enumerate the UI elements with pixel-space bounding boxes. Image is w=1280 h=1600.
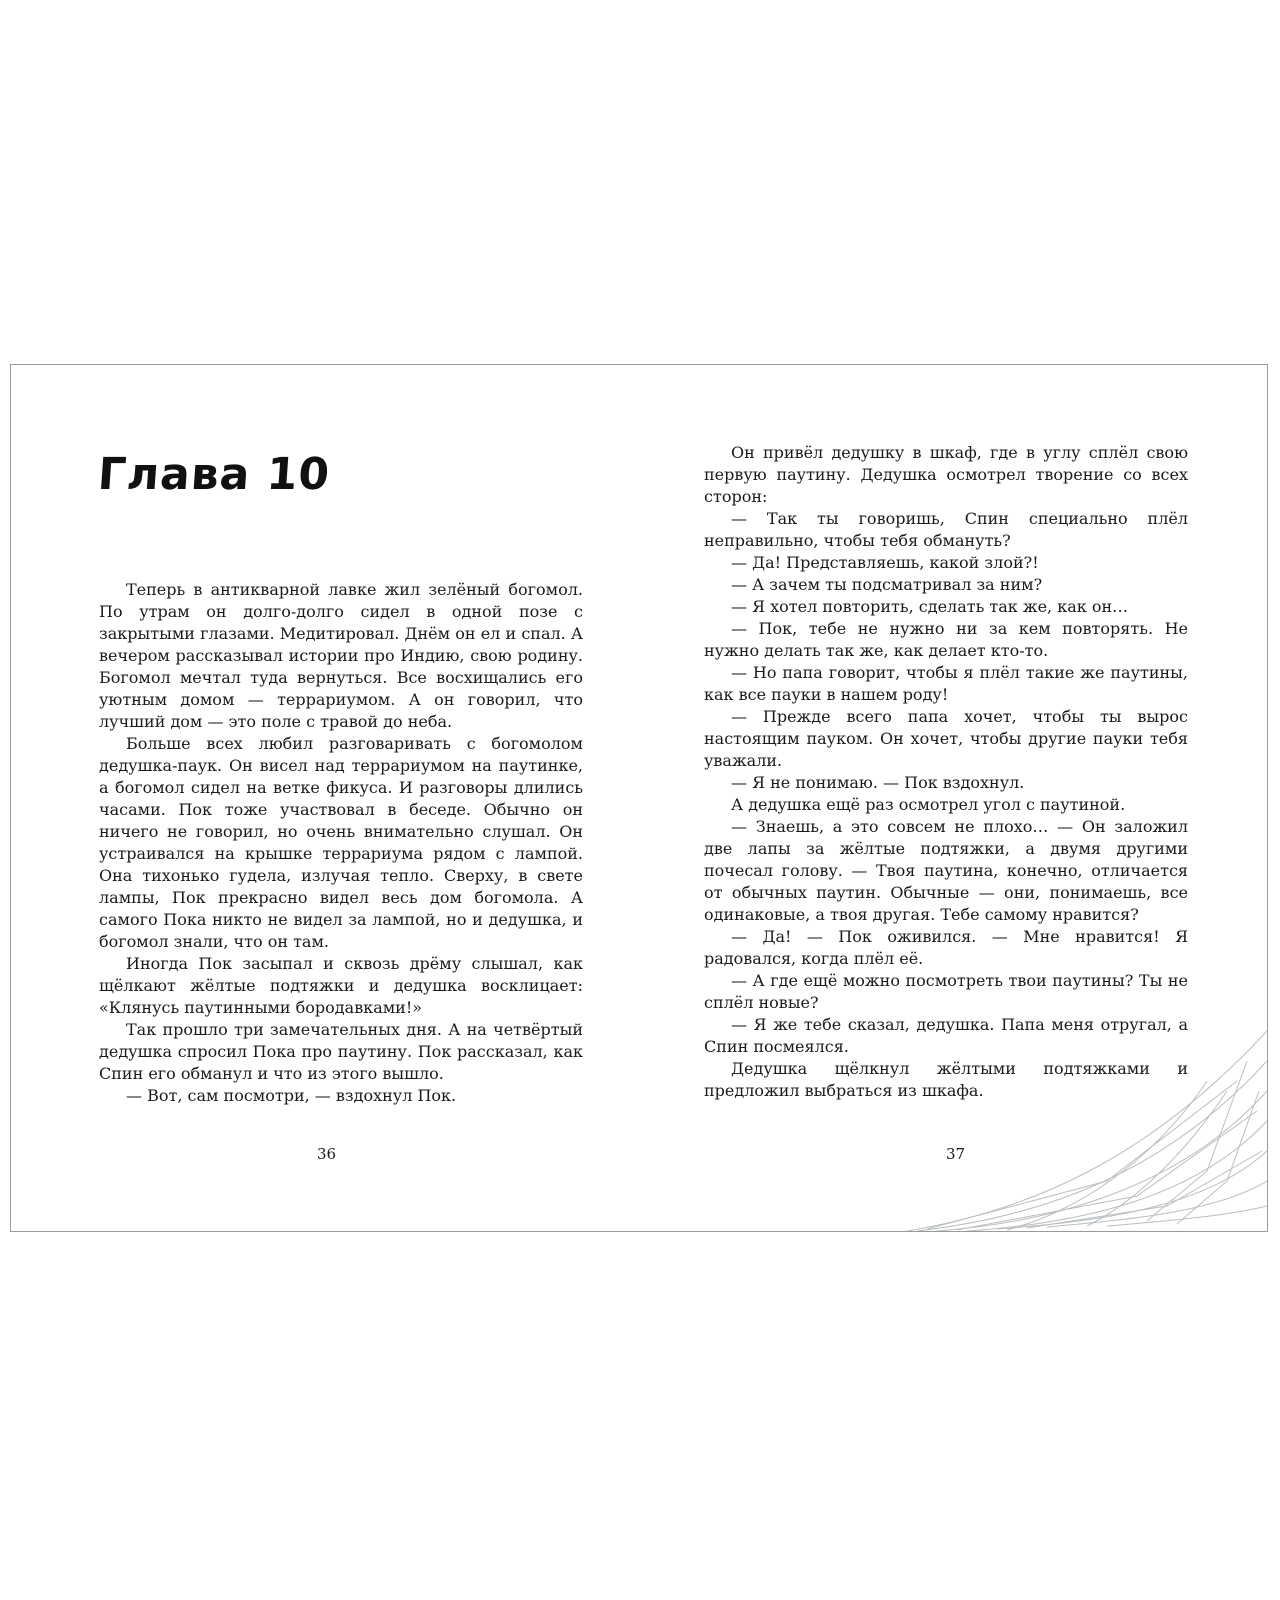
- paragraph: — Я хотел повторить, сделать так же, как он…: [731, 597, 1129, 616]
- paragraph: — Да! — Пок оживился. — Мне нравится! Я радовался, когда плёл её.: [704, 927, 1188, 968]
- paragraph: Теперь в антикварной лавке жил зелёный богомол. По утрам он долго-долго сидел в одной позе с закрытыми глазами. Медитировал. Днём он ел и спал. А вечером рассказывал истории про Индию, свою родину. Богомол мечтал туда вернуться. Все восхищались его уютным домом — террариумом. А он говорил, что лучший дом — это поле с травой до неба.: [99, 580, 583, 731]
- paragraph: — А зачем ты подсматривал за ним?: [731, 575, 1043, 594]
- paragraph: — Так ты говоришь, Спин специально плёл неправильно, чтобы тебя обмануть?: [704, 509, 1188, 550]
- page-number-right: 37: [946, 1145, 966, 1163]
- paragraph: — Да! Представляешь, какой злой?!: [731, 553, 1039, 572]
- paragraph: Иногда Пок засыпал и сквозь дрёму слышал, как щёлкают жёлтые подтяжки и дедушка восклицает: «Клянусь паутинными бородавками!»: [99, 954, 583, 1017]
- paragraph: — Пок, тебе не нужно ни за кем повторять. Не нужно делать так же, как делает кто-то.: [704, 619, 1188, 660]
- paragraph: — Прежде всего папа хочет, чтобы ты вырос настоящим пауком. Он хочет, чтобы другие пауки тебя уважали.: [704, 707, 1188, 770]
- page-number-left: 36: [317, 1145, 337, 1163]
- paragraph: — А где ещё можно посмотреть твои паутины? Ты не сплёл новые?: [704, 971, 1188, 1012]
- paragraph: Дедушка щёлкнул жёлтыми подтяжками и предложил выбраться из шкафа.: [704, 1059, 1188, 1100]
- right-page-text: [704, 442, 1188, 1102]
- paragraph: Так прошло три замечательных дня. А на четвёртый дедушка спросил Пока про паутину. Пок рассказал, как Спин его обманул и что из этого вышло.: [99, 1020, 583, 1083]
- paragraph: А дедушка ещё раз осмотрел угол с паутиной.: [731, 795, 1126, 814]
- paragraph: — Я же тебе сказал, дедушка. Папа меня отругал, а Спин посмеялся.: [704, 1015, 1188, 1056]
- paragraph: — Знаешь, а это совсем не плохо… — Он заложил две лапы за жёлтые подтяжки, а двумя другими почесал голову. — Твоя паутина, конечно, отличается от обычных паутин. Обычные — они, понимаешь, все одинаковые, а твоя другая. Тебе самому нравится?: [704, 817, 1188, 924]
- paragraph: — Вот, сам посмотри, — вздохнул Пок.: [126, 1086, 457, 1105]
- book-spread: [10, 364, 1268, 1232]
- chapter-title: Глава 10: [96, 449, 332, 500]
- paragraph: Больше всех любил разговаривать с богомолом дедушка-паук. Он висел над террариумом на паутинке, а богомол сидел на ветке фикуса. И разговоры длились часами. Пок тоже участвовал в беседе. Обычно он ничего не говорил, но очень внимательно слушал. Он устраивался на крышке террариума рядом с лампой. Она тихонько гудела, излучая тепло. Сверху, в свете лампы, Пок прекрасно видел весь дом богомола. А самого Пока никто не видел за лампой, но и дедушка, и богомол знали, что он там.: [99, 734, 583, 951]
- paragraph: — Но папа говорит, чтобы я плёл такие же паутины, как все пауки в нашем роду!: [704, 663, 1188, 704]
- paragraph: Он привёл дедушку в шкаф, где в углу сплёл свою первую паутину. Дедушка осмотрел творение со всех сторон:: [704, 443, 1188, 506]
- spiderweb-illustration: [907, 1021, 1267, 1231]
- left-page-text: [99, 579, 583, 1107]
- paragraph: — Я не понимаю. — Пок вздохнул.: [731, 773, 1025, 792]
